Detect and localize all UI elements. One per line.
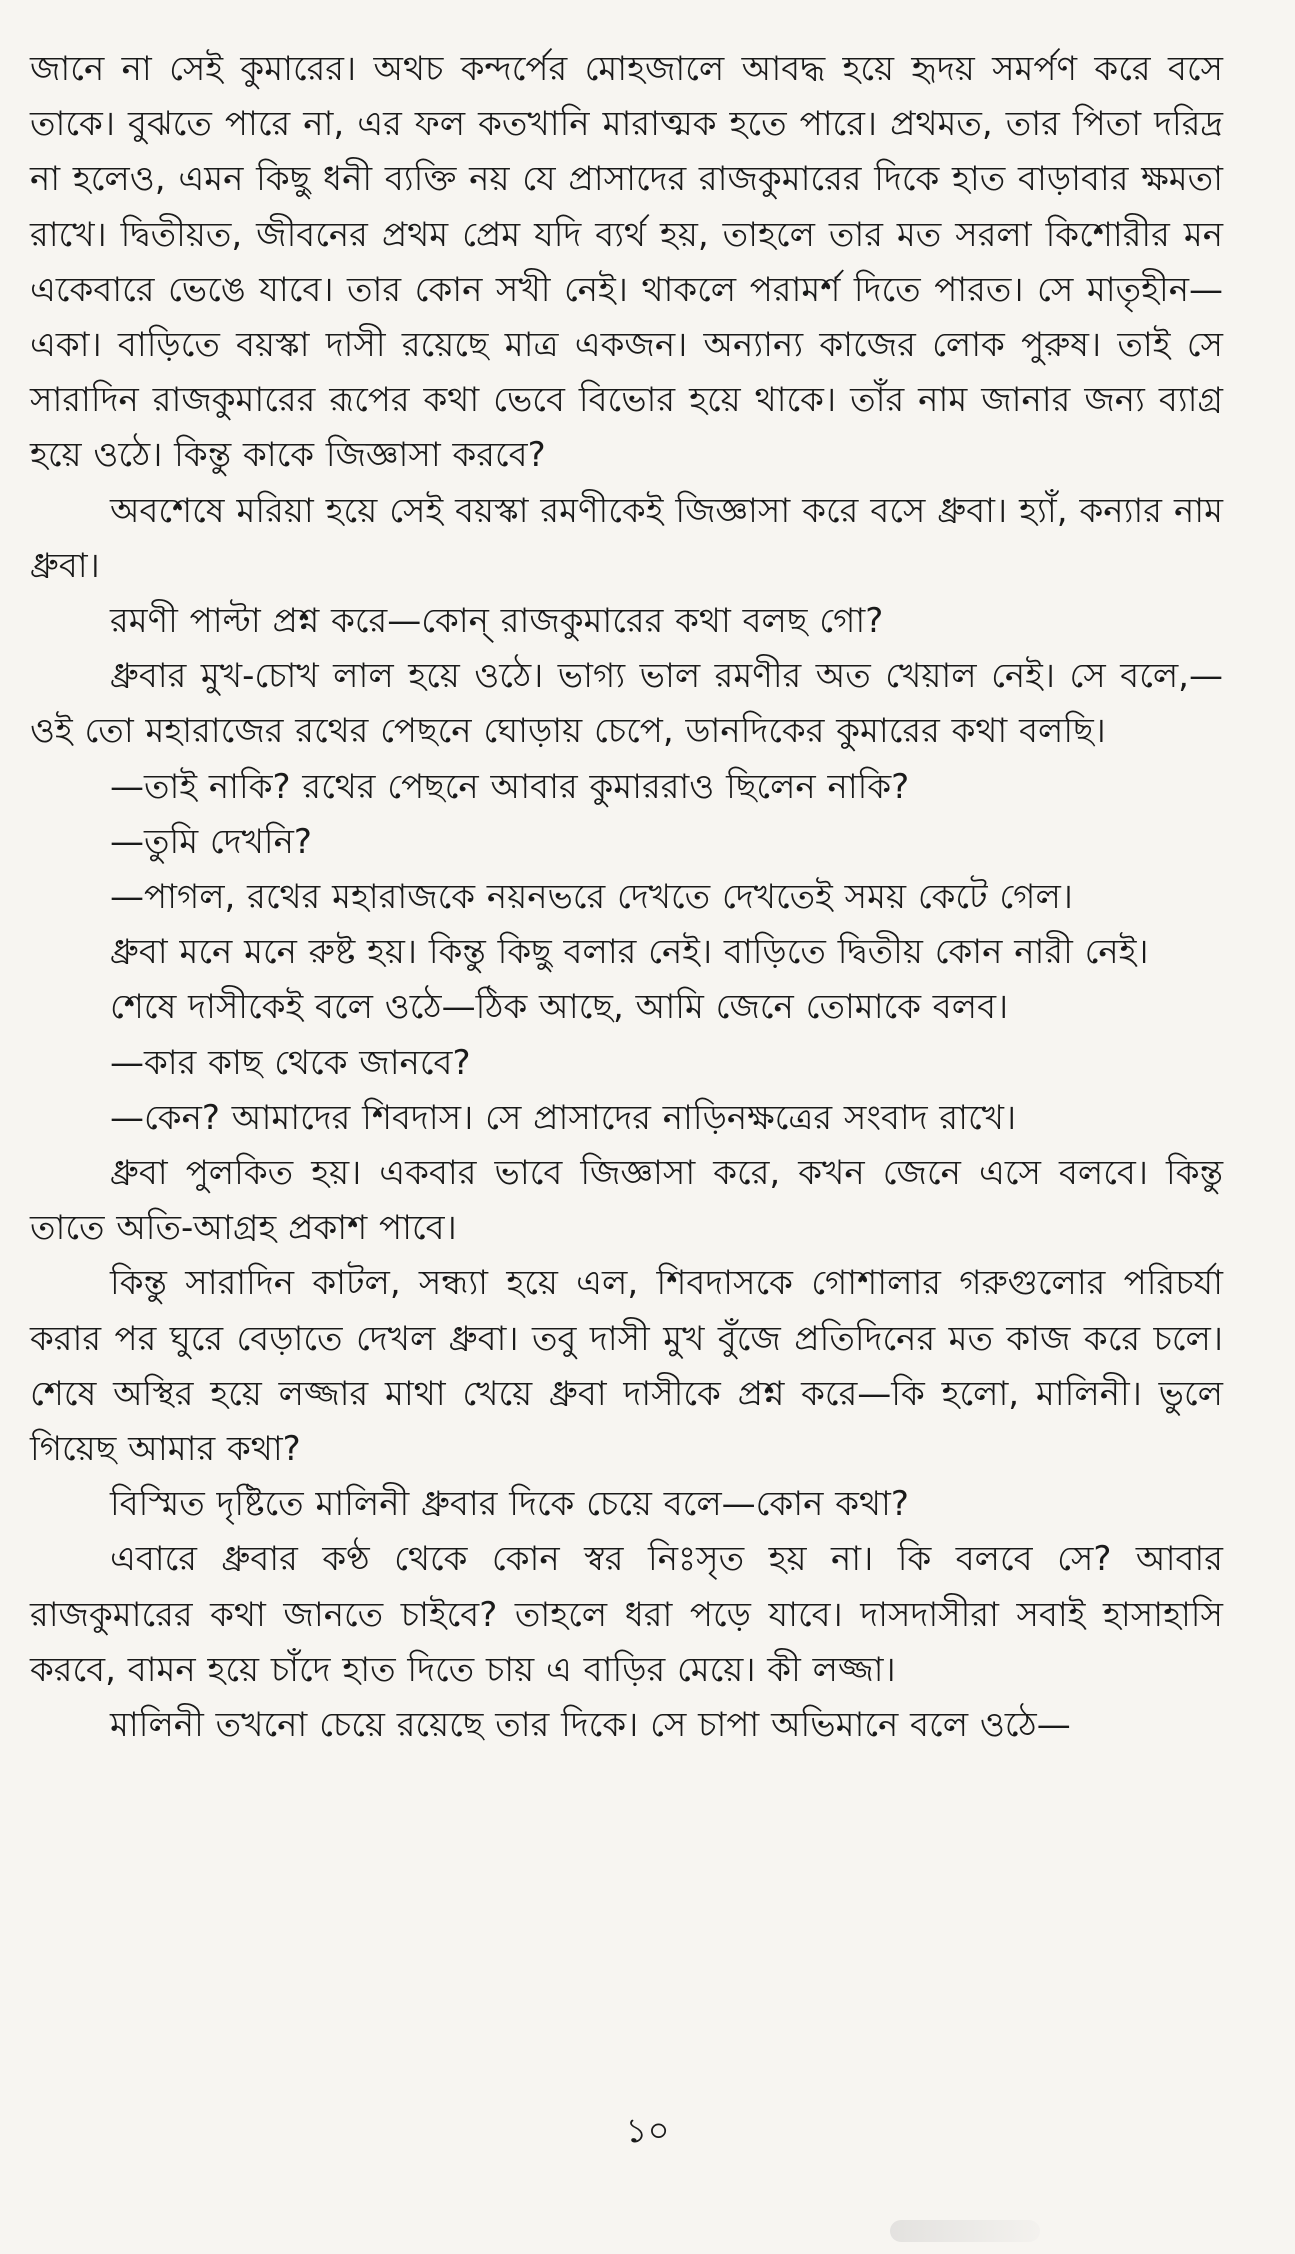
paragraph-16: মালিনী তখনো চেয়ে রয়েছে তার দিকে। সে চাপা অভিমানে বলে ওঠে— bbox=[110, 1705, 1071, 1746]
paragraph-15: এবারে ধ্রুবার কণ্ঠ থেকে কোন স্বর নিঃসৃত হয় না। কি বলবে সে? আবার রাজকুমারের কথা জানতে চাইবে? তাহলে ধরা পড়ে যাবে। দাসদাসীরা সবাই হাসাহাসি করবে, বামন হয়ে চাঁদে হাত দিতে চায় এ বাড়ির মেয়ে। কী লজ্জা। bbox=[30, 1539, 1223, 1690]
paragraph-10: —কার কাছ থেকে জানবে? bbox=[110, 1042, 471, 1083]
paragraph-4: ধ্রুবার মুখ-চোখ লাল হয়ে ওঠে। ভাগ্য ভাল রমণীর অত খেয়াল নেই। সে বলে,—ওই তো মহারাজের রথের পেছনে ঘোড়ায় চেপে, ডানদিকের কুমারের কথা বলছি। bbox=[30, 656, 1223, 752]
paragraph-14: বিস্মিত দৃষ্টিতে মালিনী ধ্রুবার দিকে চেয়ে বলে—কোন কথা? bbox=[110, 1484, 909, 1525]
paragraph-9: শেষে দাসীকেই বলে ওঠে—ঠিক আছে, আমি জেনে তোমাকে বলব। bbox=[110, 987, 1009, 1028]
paragraph-13: কিন্তু সারাদিন কাটল, সন্ধ্যা হয়ে এল, শিবদাসকে গোশালার গরুগুলোর পরিচর্যা করার পর ঘুরে বেড়াতে দেখল ধ্রুবা। তবু দাসী মুখ বুঁজে প্রতিদিনের মত কাজ করে চলে। শেষে অস্থির হয়ে লজ্জার মাথা খেয়ে ধ্রুবা দাসীকে প্রশ্ন করে—কি হলো, মালিনী। ভুলে গিয়েছ আমার কথা? bbox=[30, 1263, 1223, 1470]
page-number: ১০ bbox=[625, 2111, 670, 2151]
paragraph-5: —তাই নাকি? রথের পেছনে আবার কুমাররাও ছিলেন নাকি? bbox=[110, 766, 910, 807]
scan-smudge bbox=[890, 2220, 1040, 2242]
paragraph-8: ধ্রুবা মনে মনে রুষ্ট হয়। কিন্তু কিছু বলার নেই। বাড়িতে দ্বিতীয় কোন নারী নেই। bbox=[110, 932, 1149, 973]
paragraph-7: —পাগল, রথের মহারাজকে নয়নভরে দেখতে দেখতেই সময় কেটে গেল। bbox=[110, 877, 1073, 918]
paragraph-1: জানে না সেই কুমারের। অথচ কন্দর্পের মোহজালে আবদ্ধ হয়ে হৃদয় সমর্পণ করে বসে তাকে। বুঝতে পারে না, এর ফল কতখানি মারাত্মক হতে পারে। প্রথমত, তার পিতা দরিদ্র না হলেও, এমন কিছু ধনী ব্যক্তি নয় যে প্রাসাদের রাজকুমারের দিকে হাত বাড়াবার ক্ষমতা রাখে। দ্বিতীয়ত, জীবনের প্রথম প্রেম যদি ব্যর্থ হয়, তাহলে তার মত সরলা কিশোরীর মন একেবারে ভেঙে যাবে। তার কোন সখী নেই। থাকলে পরামর্শ দিতে পারত। সে মাতৃহীন—একা। বাড়িতে বয়স্কা দাসী রয়েছে মাত্র একজন। অন্যান্য কাজের লোক পুরুষ। তাই সে সারাদিন রাজকুমারের রূপের কথা ভেবে বিভোর হয়ে থাকে। তাঁর নাম জানার জন্য ব্যাগ্র হয়ে ওঠে। কিন্তু কাকে জিজ্ঞাসা করবে? bbox=[30, 49, 1223, 476]
paragraph-2: অবশেষে মরিয়া হয়ে সেই বয়স্কা রমণীকেই জিজ্ঞাসা করে বসে ধ্রুবা। হ্যাঁ, কন্যার নাম ধ্রুবা। bbox=[30, 490, 1223, 586]
paragraph-3: রমণী পাল্টা প্রশ্ন করে—কোন্ রাজকুমারের কথা বলছ গো? bbox=[110, 601, 884, 642]
paragraph-12: ধ্রুবা পুলকিত হয়। একবার ভাবে জিজ্ঞাসা করে, কখন জেনে এসে বলবে। কিন্তু তাতে অতি-আগ্রহ প্রকাশ পাবে। bbox=[30, 1153, 1223, 1249]
paragraph-11: —কেন? আমাদের শিবদাস। সে প্রাসাদের নাড়িনক্ষত্রের সংবাদ রাখে। bbox=[110, 1097, 1017, 1138]
paragraph-6: —তুমি দেখনি? bbox=[110, 821, 312, 862]
